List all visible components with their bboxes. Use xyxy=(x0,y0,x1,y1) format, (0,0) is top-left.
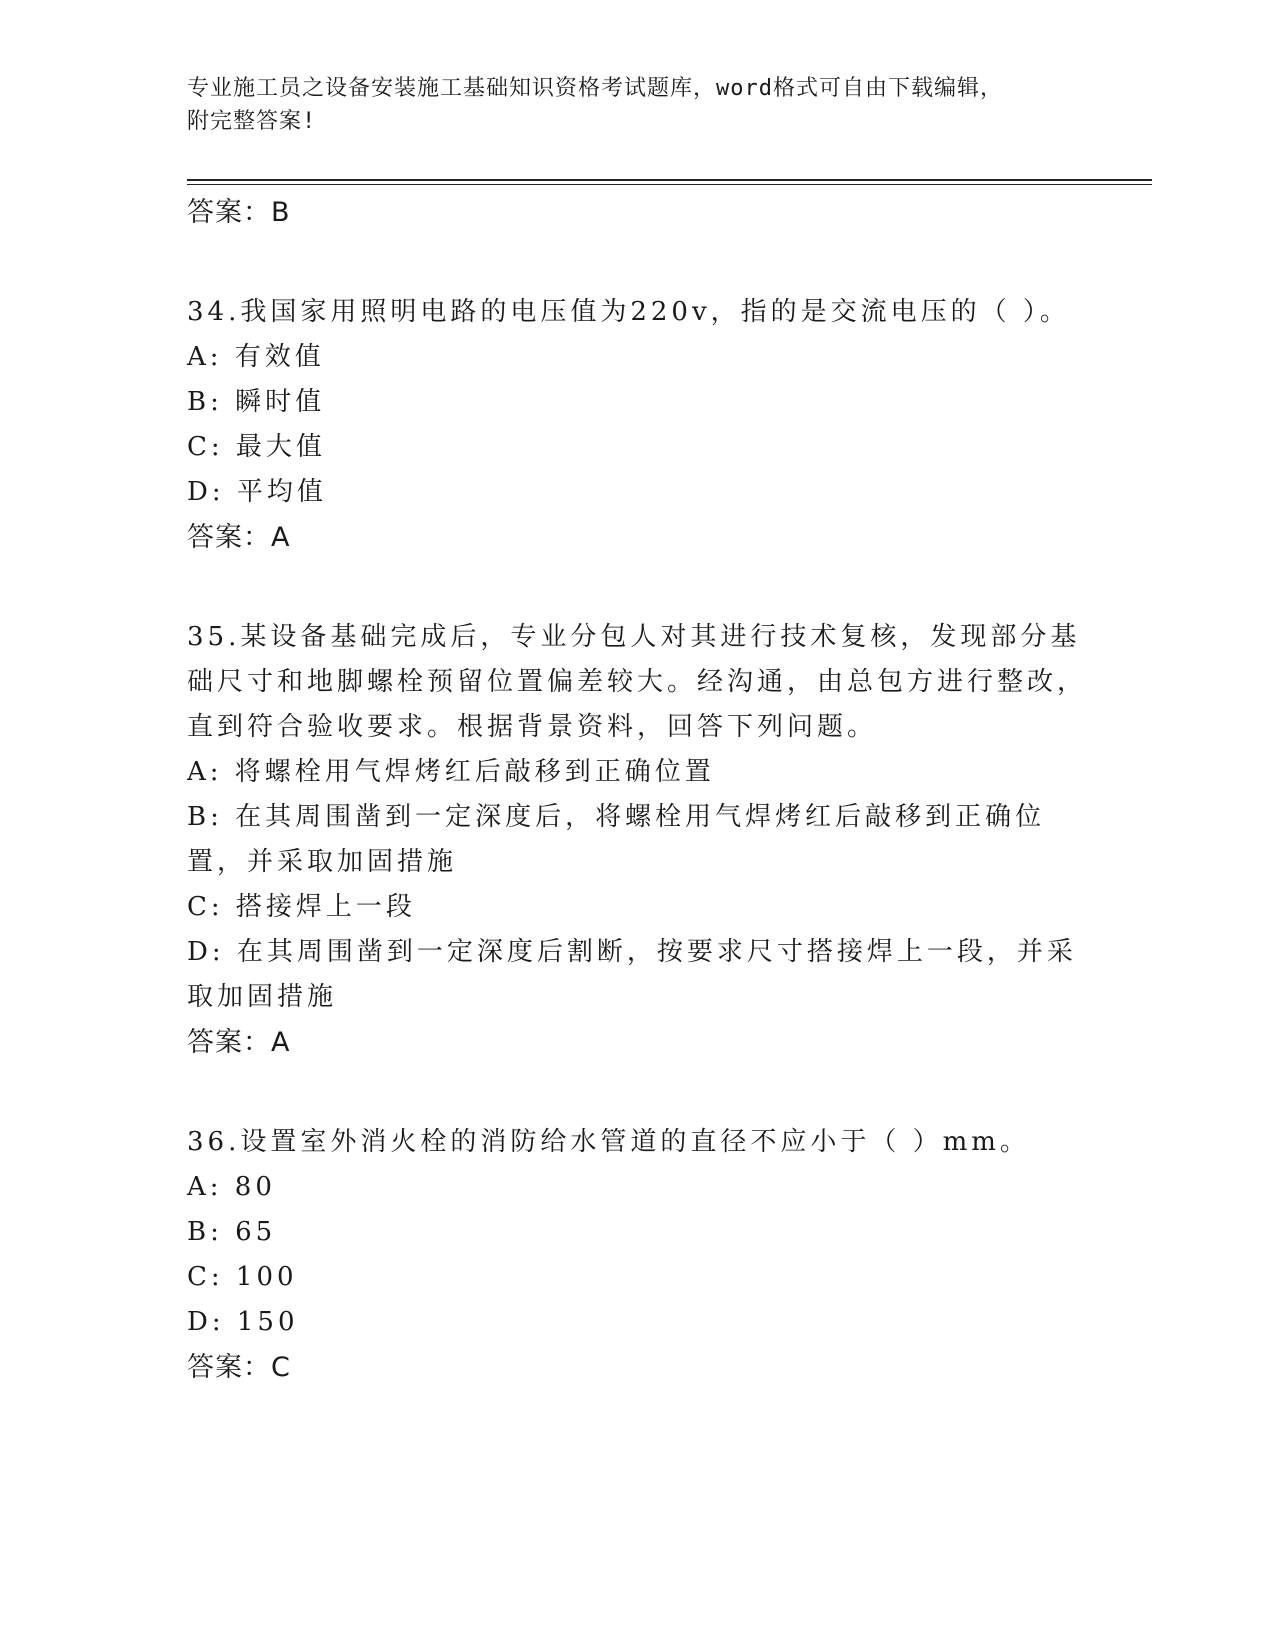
answer: 答案：A xyxy=(187,522,291,553)
question-stem: 34.我国家用照明电路的电压值为220v，指的是交流电压的（ ）。 xyxy=(187,297,1070,327)
header-divider-thin xyxy=(187,184,1152,185)
question-35 xyxy=(187,615,1087,1066)
answer: 答案：C xyxy=(187,1352,291,1383)
answer: 答案：A xyxy=(187,1027,291,1058)
option-d: D: 平均值 xyxy=(187,477,327,507)
option-c: C: 最大值 xyxy=(187,432,326,462)
option-a: A: 有效值 xyxy=(187,342,325,372)
question-stem: 36.设置室外消火栓的消防给水管道的直径不应小于（ ）mm。 xyxy=(187,1127,1030,1157)
option-c: C: 100 xyxy=(187,1262,298,1292)
option-c: C: 搭接焊上一段 xyxy=(187,892,416,922)
option-b: B: 瞬时值 xyxy=(187,387,326,417)
previous-answer: 答案：B xyxy=(187,197,291,228)
question-list xyxy=(187,190,1087,1391)
header-line-1: 专业施工员之设备安装施工基础知识资格考试题库，word格式可自由下载编辑， xyxy=(187,76,1003,101)
header-divider xyxy=(187,179,1152,181)
question-36 xyxy=(187,1120,1087,1391)
header-line-2: 附完整答案! xyxy=(187,109,317,134)
question-stem: 35.某设备基础完成后，专业分包人对其进行技术复核，发现部分基础尺寸和地脚螺栓预留位置偏差较大。经沟通，由总包方进行整改，直到符合验收要求。根据背景资料，回答下列问题。 xyxy=(187,622,1088,742)
option-b: B: 65 xyxy=(187,1217,277,1247)
question-34 xyxy=(187,290,1087,561)
option-d: D: 在其周围凿到一定深度后割断，按要求尺寸搭接焊上一段，并采取加固措施 xyxy=(187,937,1077,1012)
option-b: B: 在其周围凿到一定深度后，将螺栓用气焊烤红后敲移到正确位置，并采取加固措施 xyxy=(187,802,1046,877)
document-header xyxy=(187,72,1067,138)
option-a: A: 将螺栓用气焊烤红后敲移到正确位置 xyxy=(187,757,715,787)
option-d: D: 150 xyxy=(187,1307,299,1337)
option-a: A: 80 xyxy=(187,1172,276,1202)
